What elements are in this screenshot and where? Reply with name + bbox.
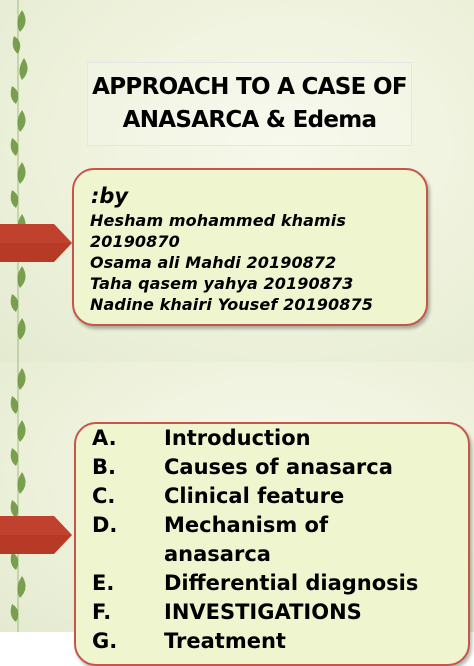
outline-letter: E. [92,571,115,595]
outline-text: Introduction [164,426,311,450]
leaf-decoration-icon [0,0,40,362]
outline-letter: B. [92,455,116,479]
arrow-tab-icon [0,516,72,554]
author-line-3: Osama ali Mahdi 20190872 [90,253,337,272]
by-label: :by [91,184,129,208]
slide-title-line-2: ANASARCA & Edema [122,107,377,133]
outline-letter: C. [92,484,116,508]
outline-letter: F. [92,600,112,624]
outline-text: INVESTIGATIONS [164,600,362,624]
author-line-2: 20190870 [90,232,180,251]
leaf-decoration-icon [0,362,40,632]
slide-title-line-1: APPROACH TO A CASE OF [92,74,407,100]
outline-letter: D. [92,513,118,537]
outline-text: anasarca [164,542,271,566]
outline-text: Treatment [164,629,286,653]
outline-text: Causes of anasarca [164,455,393,479]
title-textbox [87,62,412,146]
outline-text: Mechanism of [164,513,329,537]
outline-text: Differential diagnosis [164,571,419,595]
author-line-4: Taha qasem yahya 20190873 [90,274,354,293]
outline-box [74,422,470,666]
author-line-1: Hesham mohammed khamis [90,211,346,230]
outline-letter: G. [92,629,118,653]
outline-letter: A. [92,426,117,450]
authors-box [72,168,428,326]
author-line-5: Nadine khairi Yousef 20190875 [90,295,373,314]
arrow-tab-icon [0,224,72,262]
outline-text: Clinical feature [164,484,345,508]
outline-slide [0,362,474,653]
